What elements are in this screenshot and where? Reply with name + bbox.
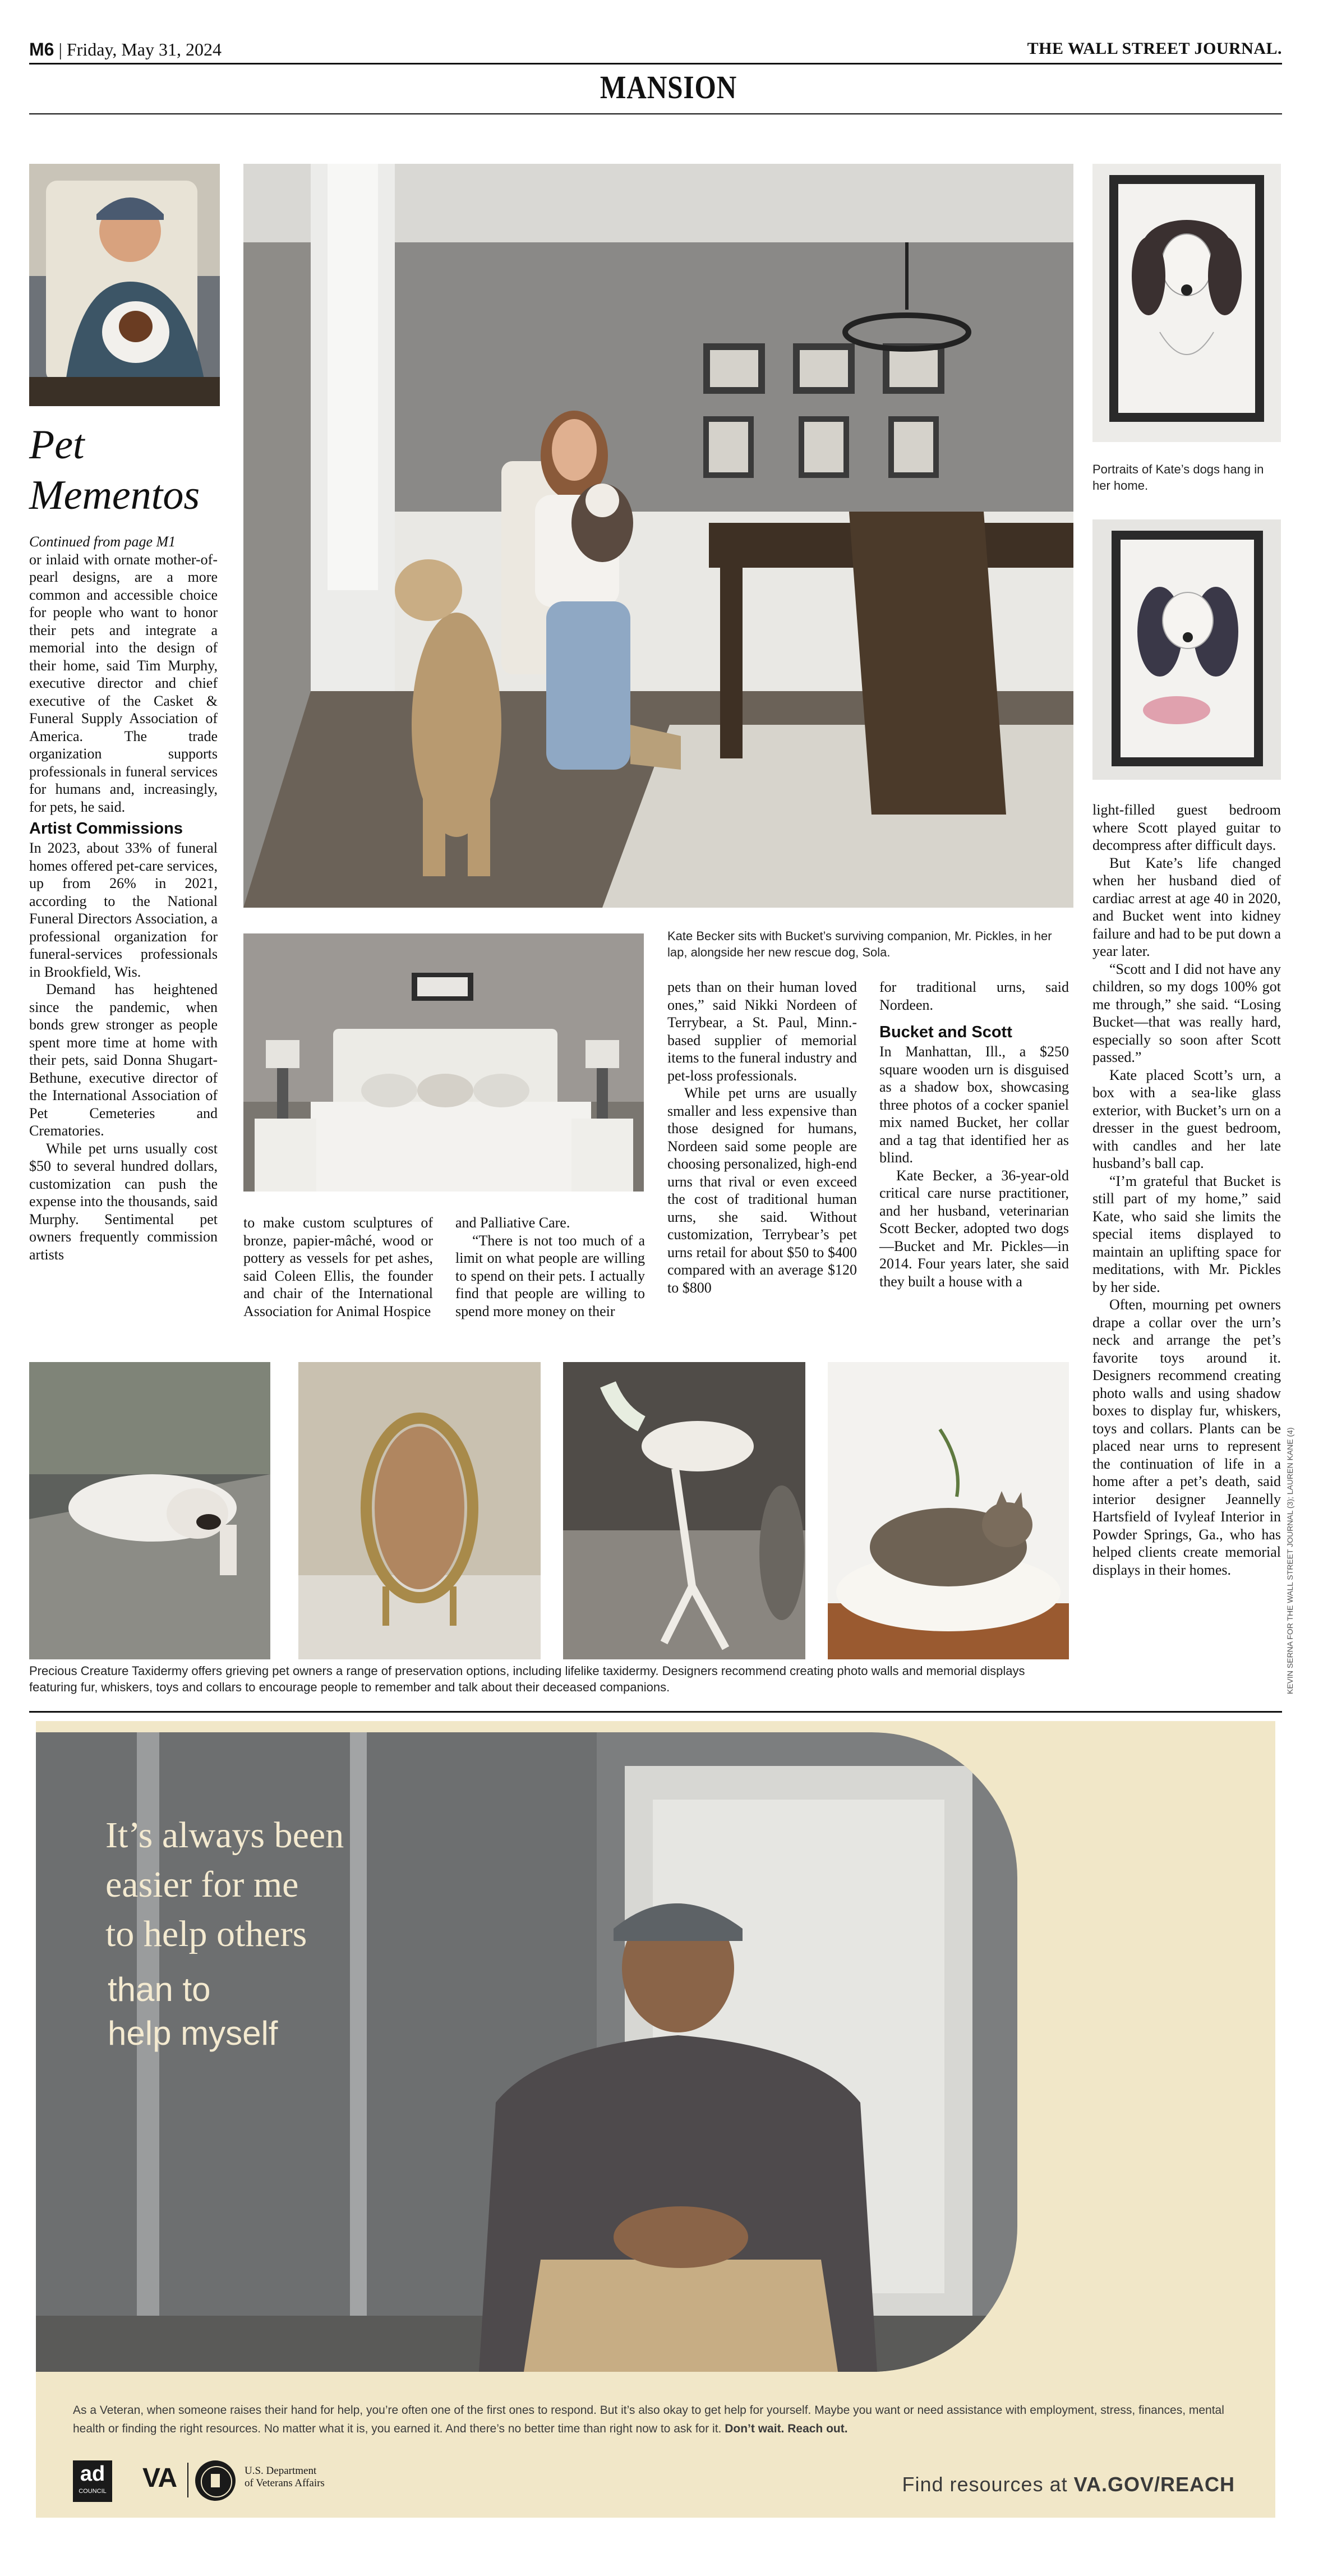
va-logo-divider (187, 2463, 188, 2497)
article-column-2 (243, 1214, 433, 1320)
ad-subhead-line-2: help myself (108, 2014, 278, 2052)
subhead-artist-commissions: Artist Commissions (29, 820, 183, 838)
dog-portrait-photo-2 (1092, 519, 1281, 780)
article-column-3 (455, 1214, 645, 1320)
photo-credit: KEVIN SERNA FOR THE WALL STREET JOURNAL (3); LAUREN KANE (4) (1285, 1427, 1294, 1694)
ad-cta (902, 2473, 1235, 2496)
taxidermy-cat-photo (828, 1362, 1069, 1659)
taxidermy-caption: Precious Creature Taxidermy offers grieving pet owners a range of preservation options, including lifelike taxidermy. Designers recommend creating photo walls and memorial displays featuring fur, whiskers, toys and collars to encourage people to remember and talk about their deceased companions. (29, 1664, 1025, 1694)
murphy-portrait-photo (29, 164, 220, 406)
page-folio: M6 (29, 39, 54, 59)
col6-para-5: “I’m grateful that Bucket is still part of my home,” said Kate, who said she limits the special items displayed to maintain an uplifting space for meditations, with Mr. Pickles by her side. (1092, 1172, 1281, 1295)
col5-para-1: for traditional urns, said Nordeen. (879, 979, 1069, 1013)
taxidermy-fur-mirror-photo (298, 1362, 541, 1659)
va-department-name (245, 2465, 325, 2490)
col6-para-3: “Scott and I did not have any children, so my dogs 100% got me through,” she said. “Losing Bucket—that was really hard, especially so soon after Scott passed.” (1092, 960, 1281, 1065)
col2-para-1: to make custom sculptures of bronze, papier-mâché, wood or pottery as vessels for pet ashes, said Coleen Ellis, the founder and chair of the International Association for Animal Hospice (243, 1215, 433, 1319)
ad-body-text: As a Veteran, when someone raises their hand for help, you’re often one of the first ones to respond. But it’s also okay to get help for yourself. Maybe you want or need assistance with employment, stress, finances, mental health or finding the right resources. No matter what it is, you earned it. And there’s no better time than right now to ask for it. (73, 2404, 1224, 2435)
guest-bedroom-photo (243, 933, 644, 1192)
page-number: M6 | Friday, May 31, 2024 (29, 39, 222, 59)
ad-body (73, 2401, 1239, 2438)
masthead-rule (29, 63, 1282, 65)
article-column-1 (29, 533, 218, 1263)
headline (29, 420, 200, 521)
ad-subhead-line-1: than to (108, 1971, 211, 2008)
kate-becker-main-photo (243, 164, 1073, 908)
va-department-line-2: of Veterans Affairs (245, 2477, 325, 2489)
ad-cta-prefix: Find resources at (902, 2473, 1068, 2496)
jump-line: Continued from page M1 (29, 533, 176, 550)
col4-para-1: pets than on their human loved ones,” said Nikki Nordeen of Terrybear, a St. Paul, Minn.-based supplier of memorial items to the funeral industry and pet-loss professionals. (667, 979, 857, 1084)
section-title: MANSION (600, 69, 737, 105)
article-column-6 (1092, 801, 1281, 1579)
col3-para-2: “There is not too much of a limit on what people are willing to spend on their pets. I actually find that people are willing to spend more money on their (455, 1232, 645, 1319)
col5-para-3: Kate Becker, a 36-year-old critical care nurse practitioner, and her husband, veterinarian Scott Becker, adopted two dogs—Bucket and Mr. Pickles—in 2014. Four years later, she said they built a house with a (879, 1167, 1069, 1290)
section-rule (29, 113, 1282, 114)
va-advertisement (36, 1721, 1275, 2518)
col3-para-1: and Palliative Care. (455, 1215, 570, 1231)
dog-portrait-photo-1 (1092, 164, 1281, 442)
col1-para-3: Demand has heightened since the pandemic, when bonds grew stronger as people spent more time at home with their pets, said Donna Shugart-Bethune, executive director of the International Association of Pet Cemeteries and Crematories. (29, 981, 218, 1139)
ad-council-logo-council: COUNCIL (79, 2488, 107, 2495)
col6-para-1: light-filled guest bedroom where Scott played guitar to decompress after difficult days. (1092, 802, 1281, 853)
main-photo-caption: Kate Becker sits with Bucket’s surviving companion, Mr. Pickles, in her lap, alongside her new rescue dog, Sola. (667, 929, 1052, 959)
ad-headline-line-3: to help others (105, 1913, 307, 1954)
ad-headline-line-2: easier for me (105, 1864, 299, 1905)
col1-para-1: or inlaid with ornate mother-of-pearl designs, are a more common and accessible choice for people who want to honor their pets and integrate a memorial into the design of their home, said Tim Murphy, executive director and chief executive of the Casket & Funeral Supply Association of America. The trade organization supports professionals in funeral services for humans and, increasingly, for pets, he said. (29, 551, 218, 815)
ad-headline (105, 1811, 344, 1959)
issue-date: Friday, May 31, 2024 (66, 39, 222, 59)
va-department-line-1: U.S. Department (245, 2465, 317, 2477)
ad-separator-rule (29, 1711, 1282, 1713)
ad-headline-line-1: It’s always been (105, 1815, 344, 1856)
ad-council-logo (73, 2460, 112, 2502)
col6-para-4: Kate placed Scott’s urn, a box with a sea-like glass exterior, with Bucket’s urn on a dresser in the guest bedroom, with candles and her late husband’s ball cap. (1092, 1066, 1281, 1171)
col1-para-4: While pet urns usually cost $50 to several hundred dollars, customization can push the expense into the thousands, said Murphy. Sentimental pet owners frequently commission artists (29, 1140, 218, 1263)
col5-para-2: In Manhattan, Ill., a $250 square wooden urn is disguised as a shadow box, showcasing three photos of a cocker spaniel mix named Bucket, her collar and a tag that identified her as blind. (879, 1043, 1069, 1166)
col6-para-2: But Kate’s life changed when her husband died of cardiac arrest at age 40 in 2020, and Bucket went into kidney failure and had to be put down a year later. (1092, 854, 1281, 959)
subhead-bucket-and-scott: Bucket and Scott (879, 1023, 1012, 1041)
article-column-4 (667, 978, 857, 1296)
va-logo: VA (142, 2463, 177, 2493)
taxidermy-bulldog-photo (29, 1362, 270, 1659)
col1-para-2: In 2023, about 33% of funeral homes offered pet-care services, up from 26% in 2021, according to the National Funeral Directors Association, a professional organization for funeral-services professionals in Brookfield, Wis. (29, 840, 218, 980)
ad-cta-url[interactable]: VA.GOV/REACH (1073, 2473, 1235, 2496)
ad-council-logo-ad: ad (80, 2462, 105, 2486)
col4-para-2: While pet urns are usually smaller and less expensive than those designed for humans, Nordeen said some people are choosing personalized, high-end urns that rival or even exceed the cost of traditional human urns, she said. Without customization, Terrybear’s pet urns retail for about $50 to $400 compared with an average $120 to $800 (667, 1085, 857, 1296)
portraits-caption: Portraits of Kate’s dogs hang in her home. (1092, 462, 1264, 493)
headline-line-1: Pet (29, 422, 85, 468)
headline-line-2: Mementos (29, 472, 200, 518)
ad-body-bold: Don’t wait. Reach out. (725, 2422, 848, 2435)
ad-subhead (108, 1968, 278, 2055)
article-column-5 (879, 978, 1069, 1290)
taxidermy-skeleton-photo (563, 1362, 805, 1659)
va-seal-icon (195, 2460, 236, 2501)
publication-name: THE WALL STREET JOURNAL. (1027, 39, 1282, 58)
col6-para-6: Often, mourning pet owners drape a collar over the urn’s neck and arrange the pet’s favorite toys around it. Designers recommend creating photo walls and using shadow boxes to display fur, whiskers, toys and collars. Plants can be placed near urns to represent the continuation of life in a home after a pet’s death, said interior designer Jeannelly Hartsfield of Ivyleaf Interior in Powder Springs, Ga., who has helped clients create memorial displays in their homes. (1092, 1296, 1281, 1578)
